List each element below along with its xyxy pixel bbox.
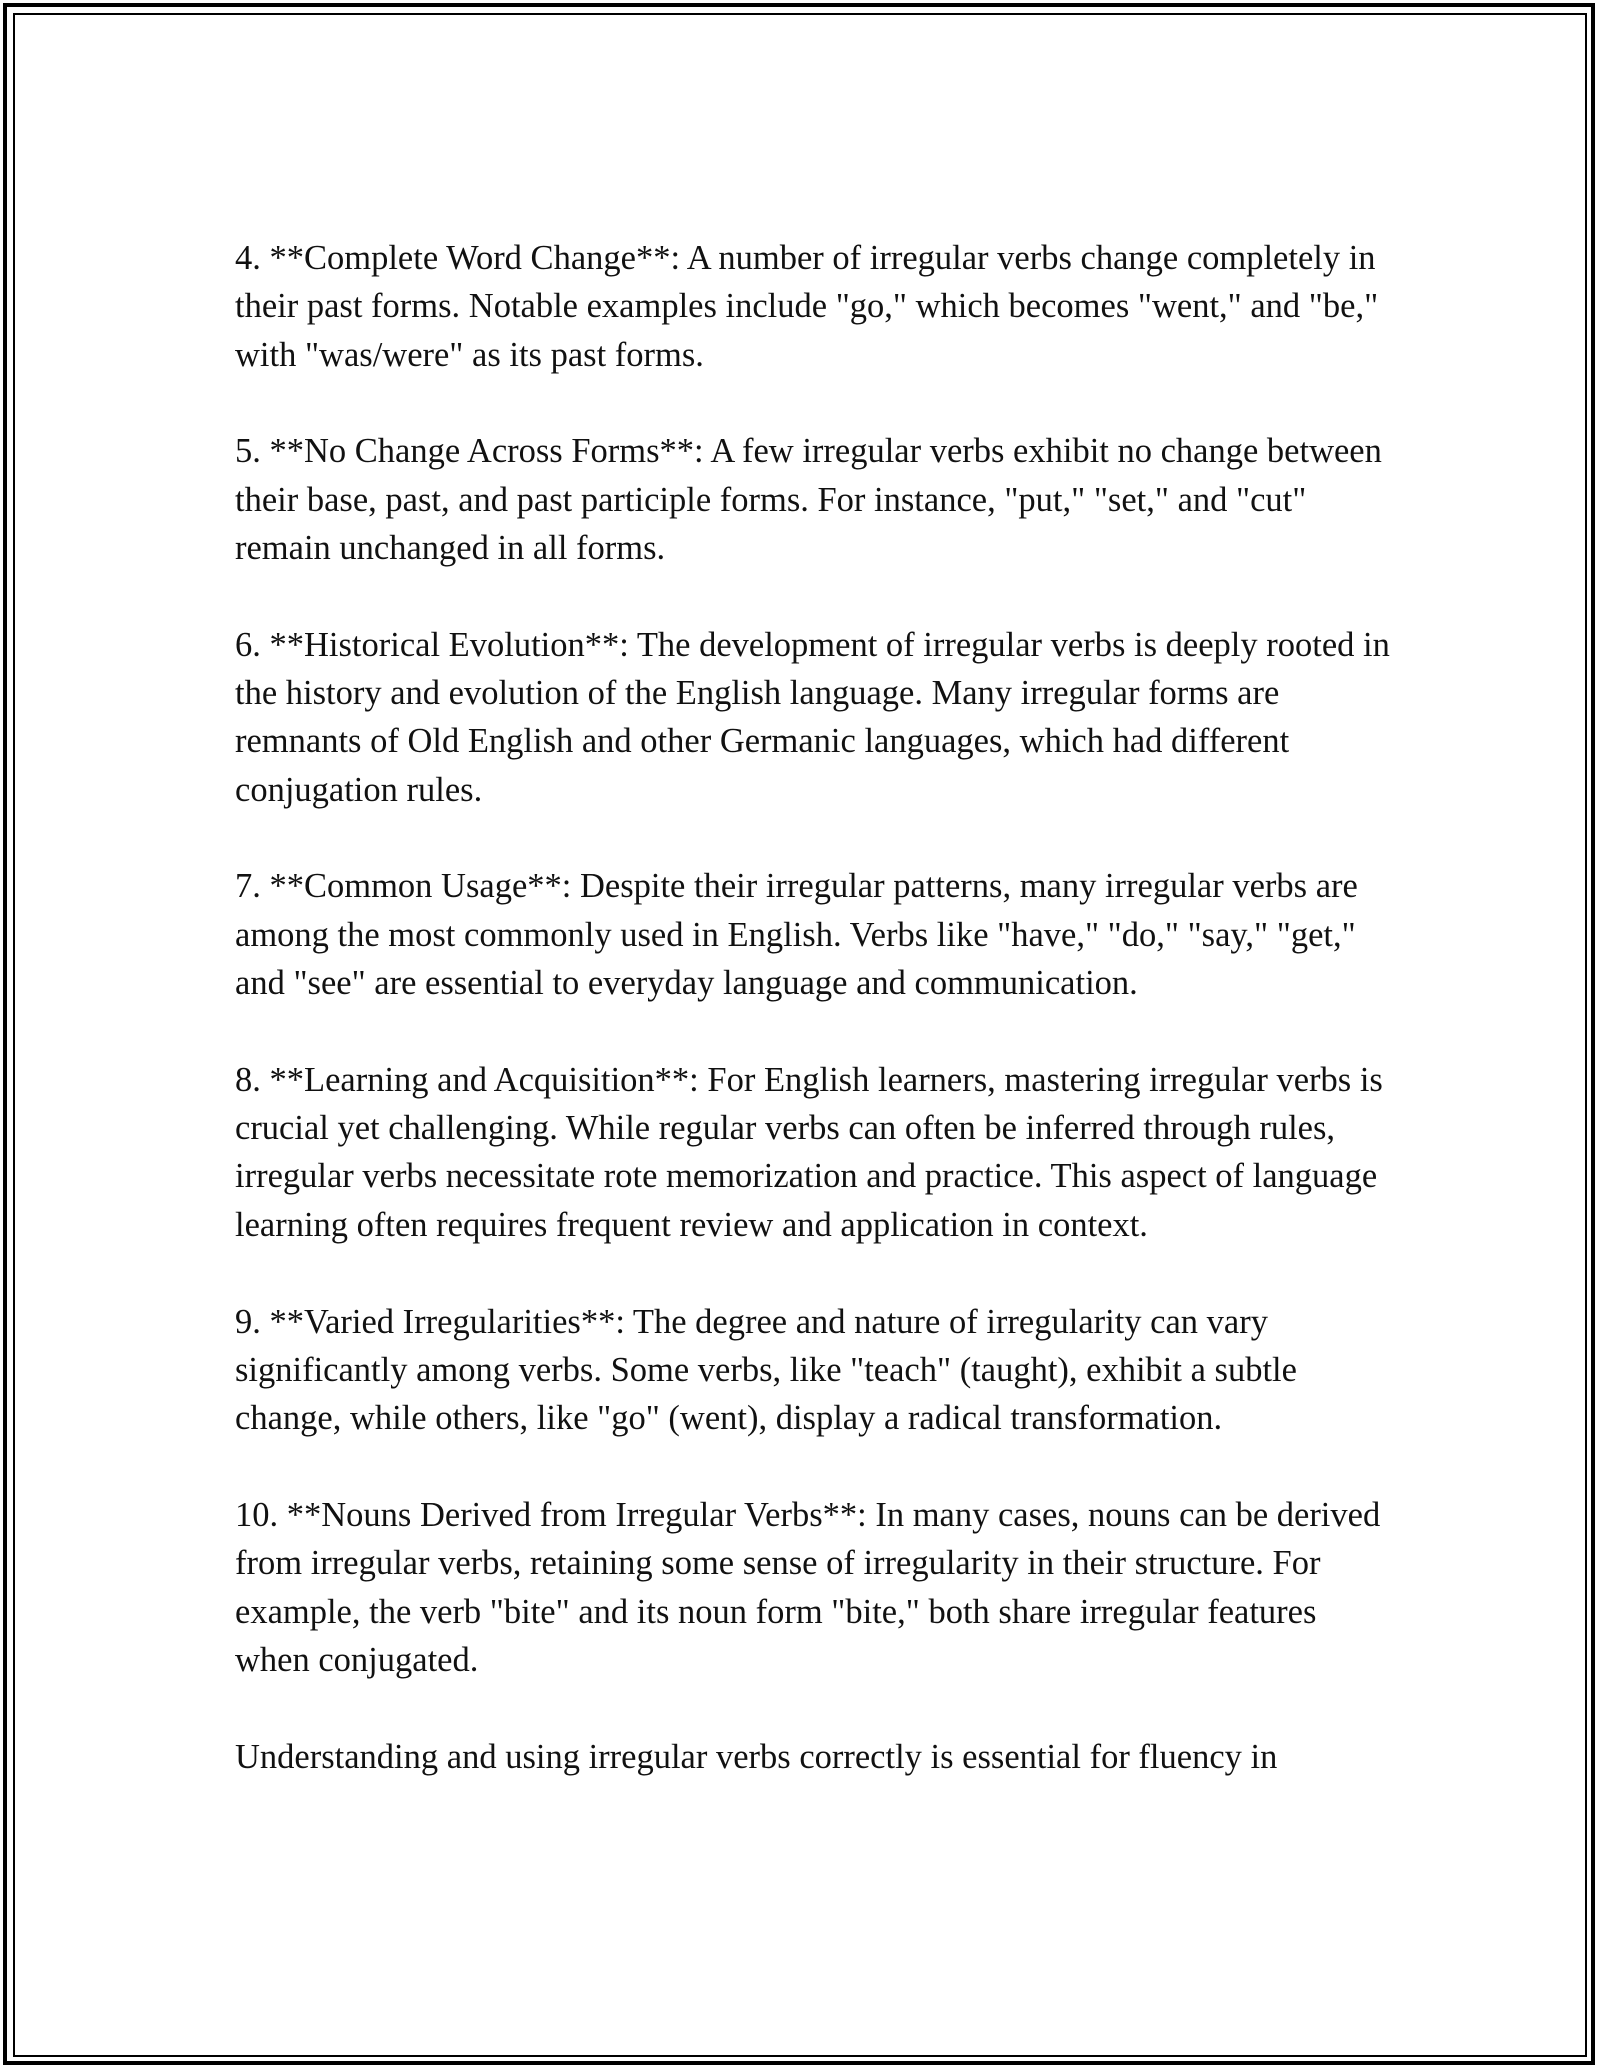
paragraph-complete-word-change: 4. **Complete Word Change**: A number of irregular verbs change completely in their past forms. Notable examples include "go," which becomes "went," and "be," with "was/were" as its past forms. — [235, 239, 1379, 374]
paragraph-historical-evolution: 6. **Historical Evolution**: The development of irregular verbs is deeply rooted in the history and evolution of the English language. Many irregular forms are remnants of Old English and other Germanic languages, which had different conjugation rules. — [235, 625, 1390, 809]
paragraph-common-usage: 7. **Common Usage**: Despite their irregular patterns, many irregular verbs are among the most commonly used in English. Verbs like "have," "do," "say," "get," and "see" are essential to everyday language and communication. — [235, 867, 1358, 1003]
paragraph-varied-irregularities: 9. **Varied Irregularities**: The degree and nature of irregularity can vary significantly among verbs. Some verbs, like "teach" (taught), exhibit a subtle change, while others, like "go" (went), display a radical transformation. — [235, 1302, 1297, 1438]
paragraph-learning-and-acquisition: 8. **Learning and Acquisition**: For English learners, mastering irregular verbs is crucial yet challenging. While regular verbs can often be inferred through rules, irregular verbs necessitate rote memorization and practice. This aspect of language learning often requires frequent review and application in context. — [235, 1060, 1383, 1244]
paragraph-nouns-derived: 10. **Nouns Derived from Irregular Verbs**: In many cases, nouns can be derived from irregular verbs, retaining some sense of irregularity in their structure. For example, the verb "bite" and its noun form "bite," both share irregular features when conjugated. — [235, 1495, 1381, 1679]
paragraph-no-change-across-forms: 5. **No Change Across Forms**: A few irregular verbs exhibit no change between their base, past, and past participle forms. For instance, "put," "set," and "cut" remain unchanged in all forms. — [235, 432, 1382, 567]
document-body — [235, 234, 1395, 1781]
paragraph-conclusion: Understanding and using irregular verbs correctly is essential for fluency in — [235, 1737, 1278, 1776]
